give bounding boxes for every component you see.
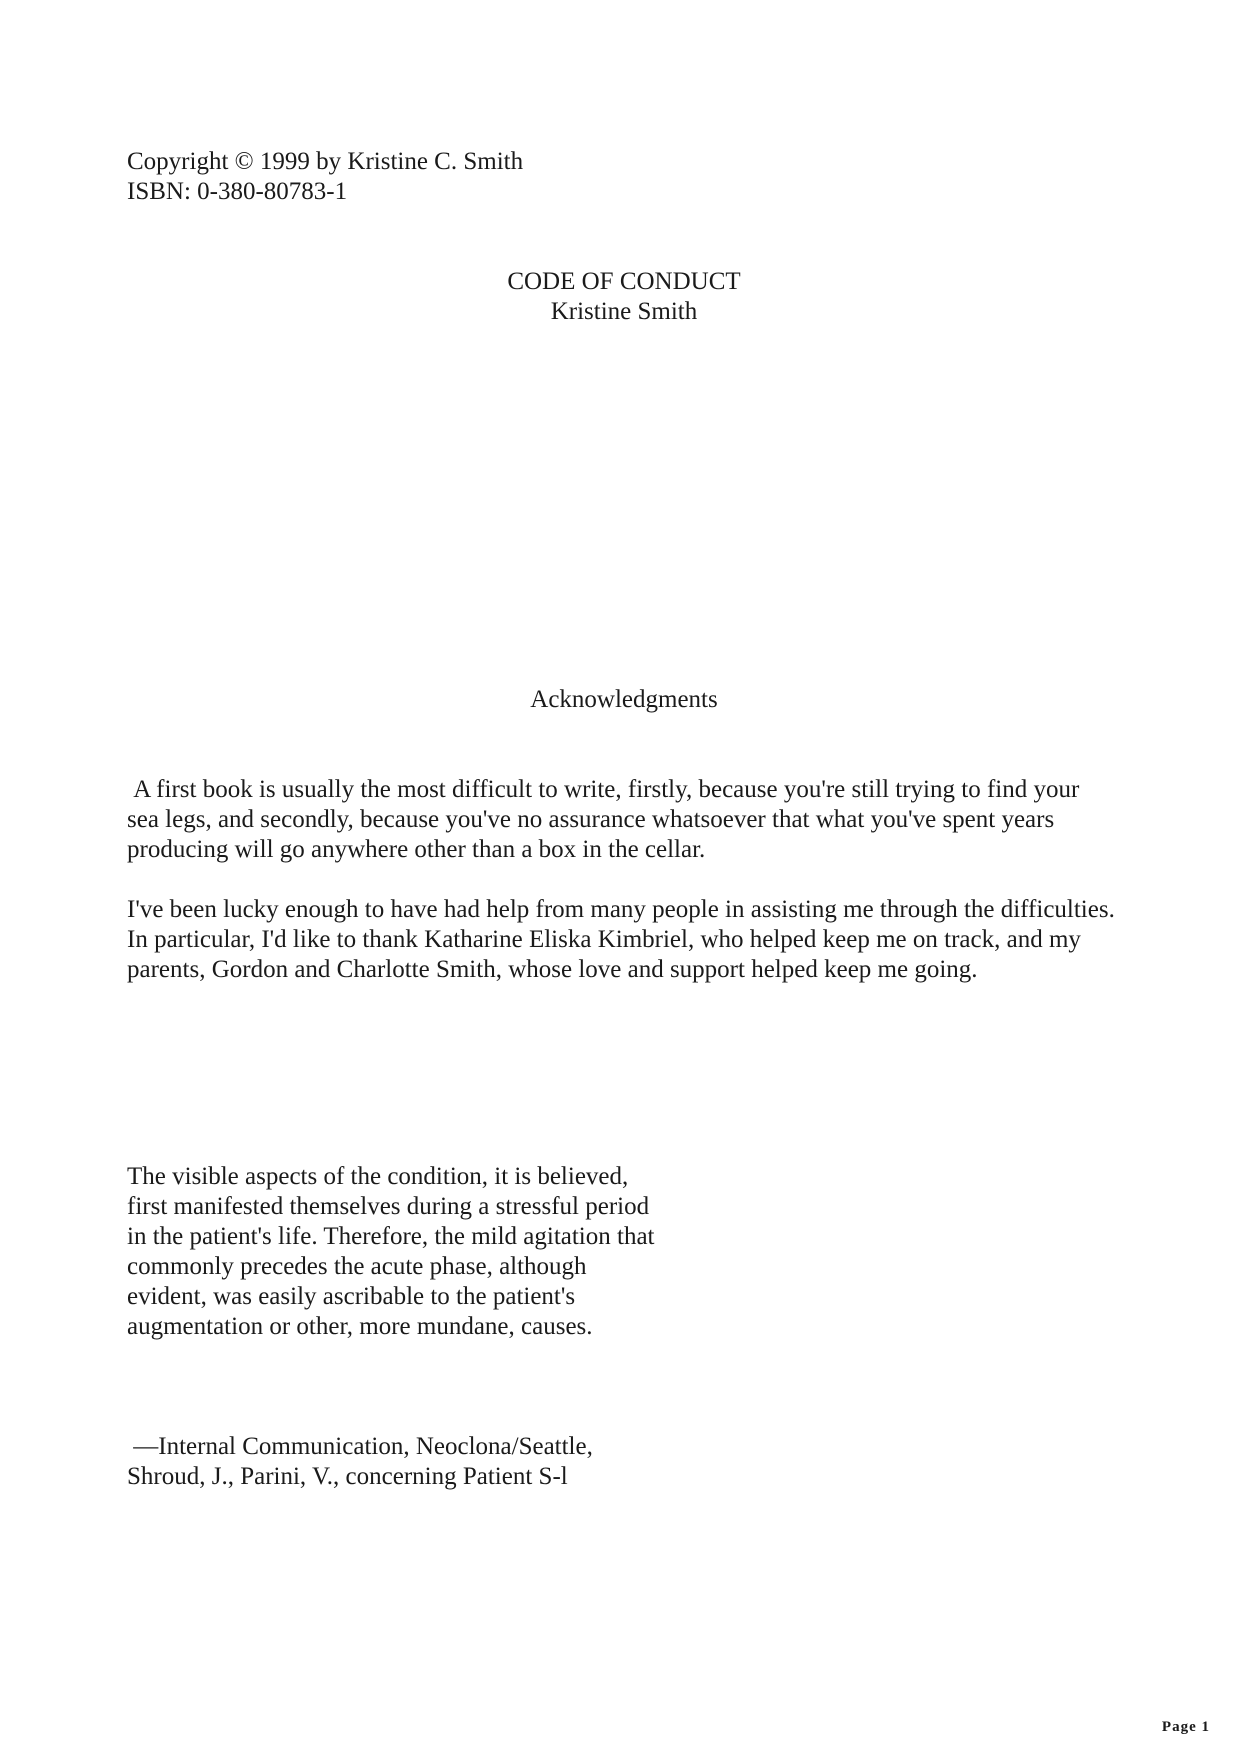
book-author: Kristine Smith <box>550 298 698 325</box>
epigraph-attribution <box>127 1432 667 1492</box>
page-number: Page 1 <box>1161 1719 1210 1735</box>
epigraph-text: The visible aspects of the condition, it is believed, first manifested themselves during a stressful period in the patient's life. Therefore, the mild agitation that commonly precedes the acute phase, although evident, was easily ascribable to the patient's augmentation or other, more mundane, causes. <box>127 1163 655 1340</box>
attribution-line-1: —Internal Communication, Neoclona/Seattle, <box>127 1433 593 1460</box>
isbn-line: ISBN: 0-380-80783-1 <box>127 178 348 205</box>
copyright-line: Copyright © 1999 by Kristine C. Smith <box>127 148 524 175</box>
acknowledgments-paragraph-1: A first book is usually the most difficult to write, firstly, because you're still trying to find your sea legs, and secondly, because you've no assurance whatsoever that what you've spent years producing will go anywhere other than a box in the cellar. <box>127 776 1086 863</box>
book-title: CODE OF CONDUCT <box>507 268 741 295</box>
title-block <box>0 267 1240 327</box>
acknowledgments-heading: Acknowledgments <box>530 686 718 713</box>
acknowledgments-paragraph-2: I've been lucky enough to have had help from many people in assisting me through the difficulties. In particular, I'd like to thank Katharine Eliska Kimbriel, who helped keep me on track, and my parents, Gordon and Charlotte Smith, whose love and support helped keep me going. <box>127 896 1115 983</box>
attribution-line-2: Shroud, J., Parini, V., concerning Patient S-l <box>127 1463 568 1490</box>
